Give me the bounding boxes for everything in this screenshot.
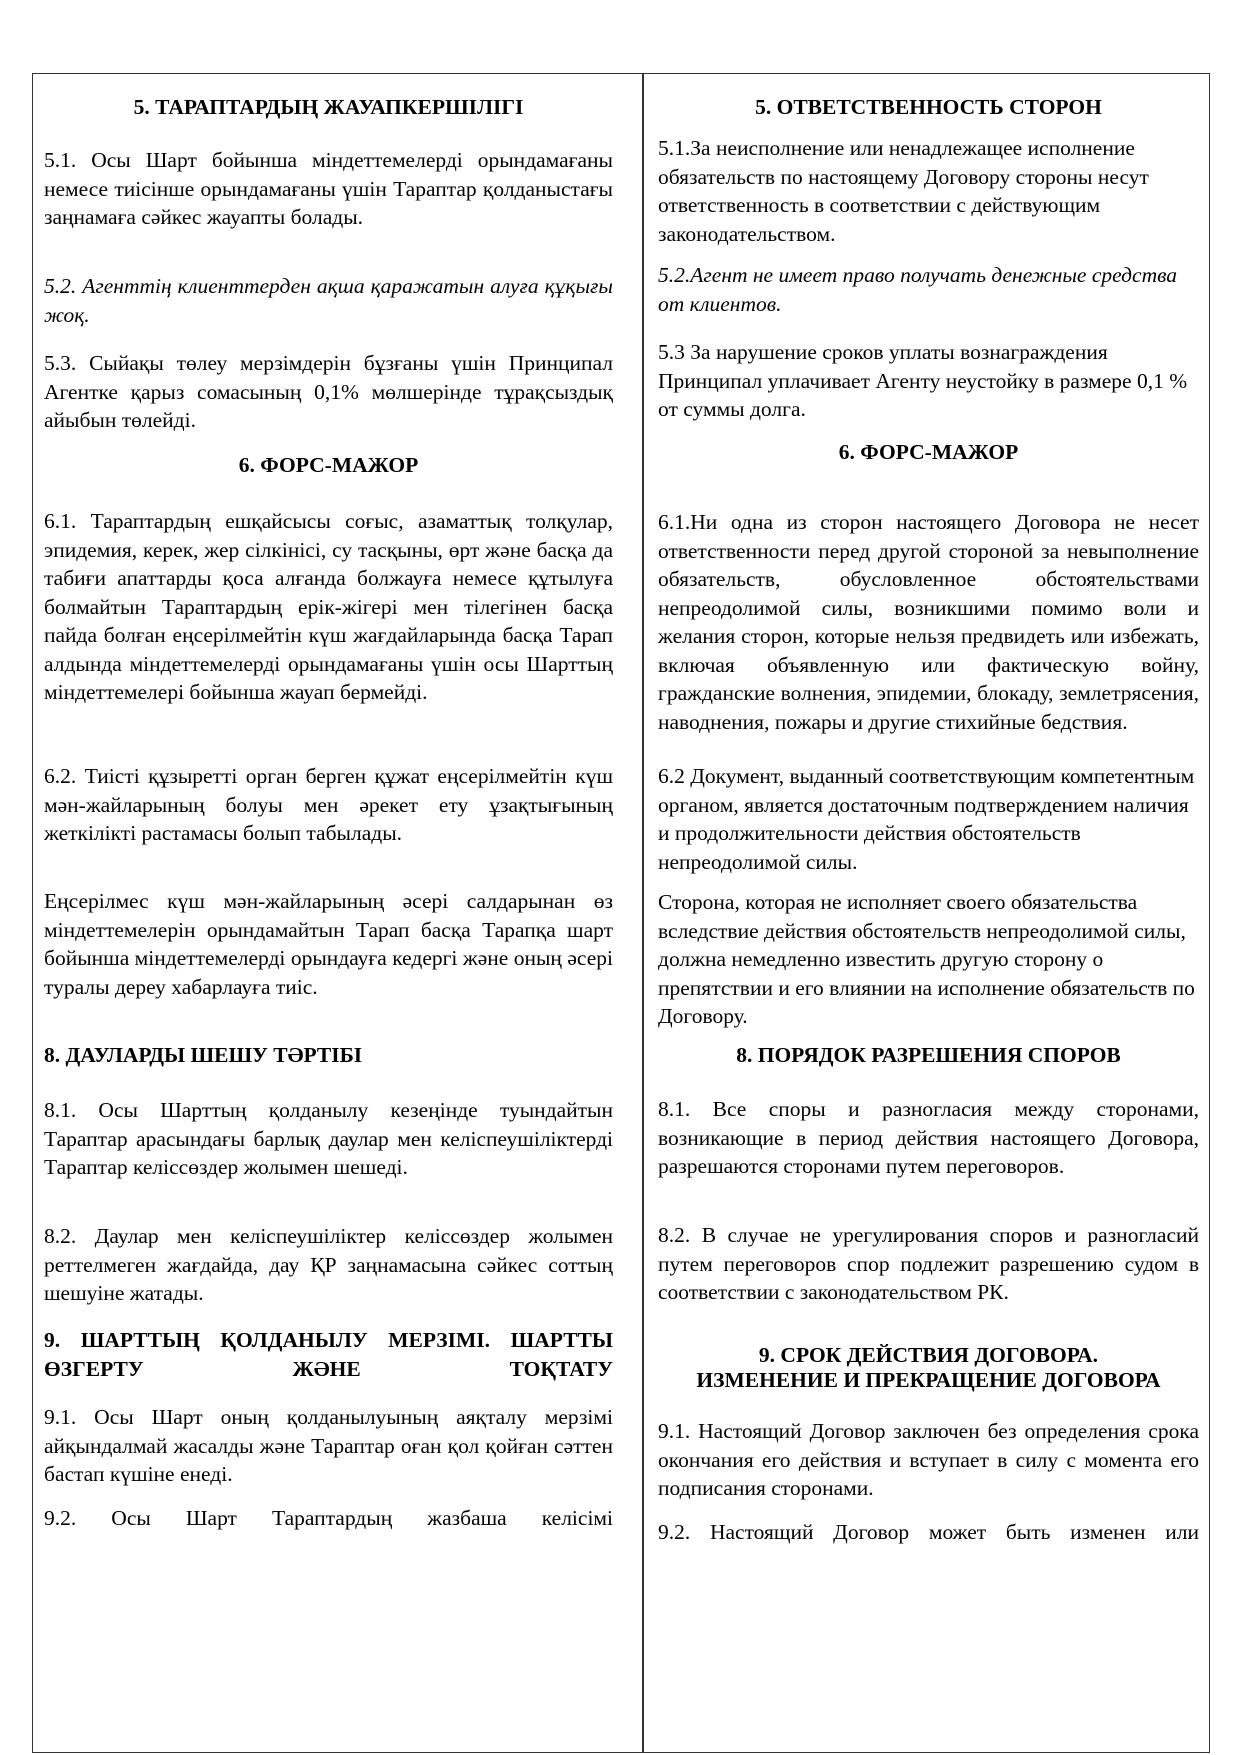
clause-8-2-ru: 8.2. В случае не урегулирования споров и разногласий путем переговоров спор подлежит разрешению судом в соответствии с законодательством РК. xyxy=(658,1223,1199,1304)
clause-6-3-kz: Еңсерілмес күш мән-жайларының әсері салдарынан өз міндеттемелерін орындамайтын Тарап басқа Тарапқа шарт бойынша міндеттемелерді орындауға кедергі және оның әсері туралы дереу хабарлауға тиіс. xyxy=(44,889,613,999)
clause-5-3-kz: 5.3. Сыйақы төлеу мерзімдерін бұзғаны үшін Принципал Агентке қарыз сомасының 0,1% мөлшерінде тұрақсыздық айыбын төлейді. xyxy=(44,351,613,432)
clause-9-1-ru: 9.1. Настоящий Договор заключен без определения срока окончания его действия и вступает в силу с момента его подписания сторонами. xyxy=(658,1419,1199,1500)
section-5-heading-ru: 5. ОТВЕТСТВЕННОСТЬ СТОРОН xyxy=(755,95,1102,119)
column-divider xyxy=(642,74,644,1752)
clause-9-2-kz: 9.2. Осы Шарт Тараптардың жазбаша келісімі xyxy=(44,1506,613,1530)
clause-8-2-kz: 8.2. Даулар мен келіспеушіліктер келіссөздер жолымен реттелмеген жағдайда, дау ҚР заңнамасына сәйкес соттың шешуіне жатады. xyxy=(44,1224,613,1305)
section-6-heading-kz: 6. ФОРС-МАЖОР xyxy=(238,453,419,477)
clause-6-2-ru: 6.2 Документ, выданный соответствующим компетентным органом, является достаточным подтверждением наличия и продолжительности действия обстоятельств непреодолимой силы. xyxy=(658,764,1195,874)
clause-9-2-ru: 9.2. Настоящий Договор может быть изменен или xyxy=(658,1520,1199,1544)
clause-8-1-kz: 8.1. Осы Шарттың қолданылу кезеңінде туындайтын Тараптар арасындағы барлық даулар мен келіспеушіліктерді Тараптар келіссөздер жолымен шешеді. xyxy=(44,1098,613,1179)
clause-6-3-ru: Сторона, которая не исполняет своего обязательства вследствие действия обстоятельств непреодолимой силы, должна немедленно известить другую сторону о препятствии и его влиянии на исполнение обязательств по Договору. xyxy=(658,890,1195,1028)
section-5-heading-kz: 5. ТАРАПТАРДЫҢ ЖАУАПКЕРШІЛІГІ xyxy=(133,95,524,119)
clause-9-1-kz: 9.1. Осы Шарт оның қолданылуының аяқталу мерзімі айқындалмай жасалды және Тараптар оған қол қойған сәттен бастап күшіне енеді. xyxy=(44,1405,613,1486)
clause-8-1-ru: 8.1. Все споры и разногласия между сторонами, возникающие в период действия настоящего Договора, разрешаются сторонами путем переговоров. xyxy=(658,1097,1199,1178)
clause-6-1-ru: 6.1.Ни одна из сторон настоящего Договора не несет ответственности перед другой стороной за невыполнение обязательств, обусловленное обстоятельствами непреодолимой силы, возникшими помимо воли и желания сторон, которые нельзя предвидеть или избежать, включая объявленную или фактическую войну, гражданские волнения, эпидемии, блокаду, землетрясения, наводнения, пожары и другие стихийные бедствия. xyxy=(658,510,1199,734)
section-9-heading-ru-line1: 9. СРОК ДЕЙСТВИЯ ДОГОВОРА. xyxy=(758,1343,1099,1367)
clause-5-1-ru: 5.1.За неисполнение или ненадлежащее исполнение обязательств по настоящему Договору стороны несут ответственность в соответствии с действующим законодательством. xyxy=(658,136,1149,246)
clause-6-1-kz: 6.1. Тараптардың ешқайсысы соғыс, азаматтық толқулар, эпидемия, керек, жер сілкінісі, су тасқыны, өрт және басқа да табиғи апаттарды қоса алғанда болжауға немесе құтылуға болмайтын Тараптардың ерік-жігері мен тілегінен басқа пайда болған еңсерілмейтін күш жағдайларында басқа Тарап алдында міндеттемелерді орындамағаны үшін осы Шарттың міндеттемелері бойынша жауап бермейді. xyxy=(44,509,613,704)
clause-6-2-kz: 6.2. Тиісті құзыретті орган берген құжат еңсерілмейтін күш мән-жайларының болуы мен әрекет ету ұзақтығының жеткілікті растамасы болып табылады. xyxy=(44,764,613,845)
clause-5-2-ru: 5.2.Агент не имеет право получать денежные средства от клиентов. xyxy=(658,263,1178,316)
contract-page-table xyxy=(32,73,1210,1753)
section-8-heading-kz: 8. ДАУЛАРДЫ ШЕШУ ТӘРТІБІ xyxy=(44,1043,363,1067)
section-8-heading-ru: 8. ПОРЯДОК РАЗРЕШЕНИЯ СПОРОВ xyxy=(736,1043,1121,1067)
clause-5-3-ru: 5.3 За нарушение сроков уплаты вознаграждения Принципал уплачивает Агенту неустойку в размере 0,1 % от суммы долга. xyxy=(658,340,1188,421)
section-6-heading-ru: 6. ФОРС-МАЖОР xyxy=(838,440,1019,464)
clause-5-1-kz: 5.1. Осы Шарт бойынша міндеттемелерді орындамағаны немесе тиісінше орындамағаны үшін Тараптар қолданыстағы заңнамаға сәйкес жауапты болады. xyxy=(44,148,613,229)
clause-5-2-kz: 5.2. Агенттің клиенттерден ақша қаражатын алуға құқығы жоқ. xyxy=(44,274,613,327)
section-9-heading-kz: 9. ШАРТТЫҢ ҚОЛДАНЫЛУ МЕРЗІМІ. ШАРТТЫ ӨЗГЕРТУ ЖӘНЕ ТОҚТАТУ xyxy=(44,1328,613,1381)
section-9-heading-ru-line2: ИЗМЕНЕНИЕ И ПРЕКРАЩЕНИЕ ДОГОВОРА xyxy=(696,1368,1161,1392)
